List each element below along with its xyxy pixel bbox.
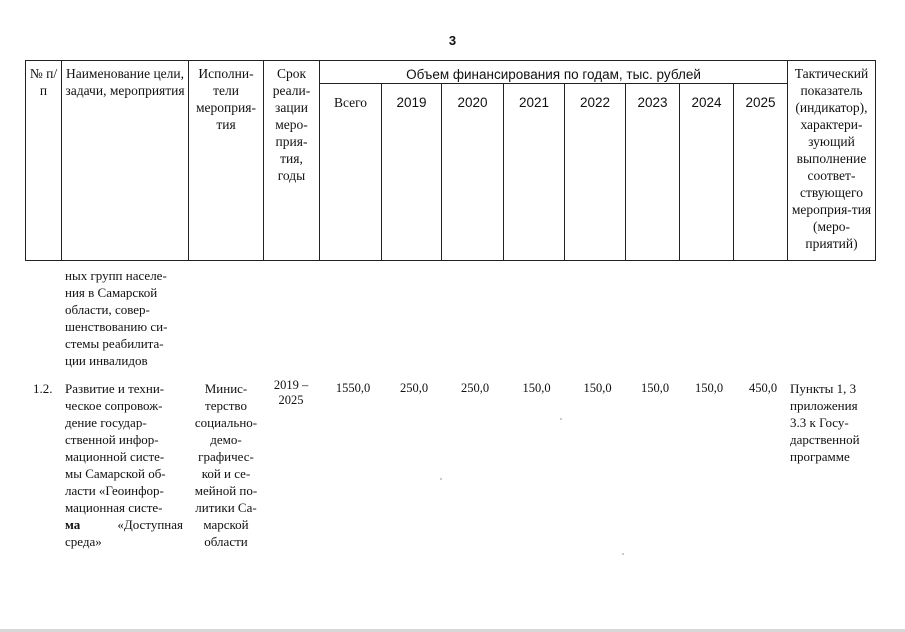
text-line: кой и се- (201, 466, 251, 481)
header-year: 2022 (565, 84, 626, 261)
table-header (25, 60, 876, 261)
text-line: социально- (194, 415, 258, 430)
text-line: приложения (790, 398, 858, 413)
row-term: 2019 – 2025 (273, 378, 309, 407)
text-line: программе (790, 449, 850, 464)
text-line: литики Са- (195, 500, 257, 515)
text-line: дарственной (790, 432, 860, 447)
text-line: области, совер- (65, 302, 150, 317)
text-line: дение государ- (65, 415, 147, 430)
row-value-2019: 250,0 (399, 381, 429, 395)
header-indicator: Тактический показатель (индикатор), характери-зующий выполнение соответ-ствующего мероприя-тия (меро-приятий) (788, 61, 876, 261)
header-no: № п/п (26, 61, 62, 261)
header-year: 2025 (734, 84, 788, 261)
row-value-2020: 250,0 (460, 381, 490, 395)
text-line: демо- (210, 432, 242, 447)
text-line: ческое сопровож- (65, 398, 163, 413)
text-line: марской (203, 517, 249, 532)
continuation-text (65, 267, 183, 369)
header-year: 2020 (442, 84, 504, 261)
page-number: 3 (448, 33, 457, 48)
header-term: Срок реали-зации меро-прия-тия, годы (264, 61, 320, 261)
row-value-2022: 150,0 (583, 381, 612, 395)
text-fragment: «Доступная (117, 517, 183, 532)
row-executor (187, 380, 265, 550)
header-total: Всего (320, 84, 382, 261)
header-year: 2019 (382, 84, 442, 261)
text-bold: ма (65, 517, 81, 532)
scan-speck (440, 478, 442, 480)
row-value-2024: 150,0 (694, 381, 724, 395)
row-value-2021: 150,0 (522, 381, 551, 395)
header-executors: Исполни-тели мероприя-тия (189, 61, 264, 261)
row-number: 1.2. (33, 381, 53, 396)
text-line: Пункты 1, 3 (790, 381, 857, 396)
text-line: мационная систе- (65, 500, 163, 515)
text-line: Развитие и техни- (65, 381, 165, 396)
scan-speck (560, 418, 562, 420)
text-line (65, 516, 183, 533)
text-line: ных групп населе- (65, 268, 167, 283)
header-name: Наименование цели, задачи, мероприятия (62, 61, 189, 261)
text-line: ции инвалидов (65, 353, 148, 368)
text-line: ния в Самарской (65, 285, 158, 300)
row-value-2025: 450,0 (748, 381, 778, 395)
text-line: ласти «Геоинфор- (65, 483, 164, 498)
text-line: терство (205, 398, 247, 413)
text-line: мационной систе- (65, 449, 165, 464)
text-line: шенствованию си- (65, 319, 168, 334)
row-name (65, 380, 183, 550)
text-line: стемы реабилита- (65, 336, 164, 351)
text-line: области (204, 534, 248, 549)
text-line: Минис- (204, 381, 248, 396)
text-line: графичес- (198, 449, 254, 464)
row-value-2023: 150,0 (640, 381, 670, 395)
text-line: ственной инфор- (65, 432, 159, 447)
header-year: 2023 (626, 84, 680, 261)
row-indicator (790, 380, 872, 465)
header-year: 2021 (504, 84, 565, 261)
header-financing-title: Объем финансирования по годам, тыс. рублей (320, 61, 788, 84)
scan-speck (622, 553, 624, 555)
text-line: 3.3 к Госу- (790, 415, 849, 430)
text-line: мы Самарской об- (65, 466, 166, 481)
header-year: 2024 (680, 84, 734, 261)
row-total: 1550,0 (335, 381, 371, 395)
text-line: мейной по- (194, 483, 258, 498)
text-line: среда» (65, 534, 102, 549)
